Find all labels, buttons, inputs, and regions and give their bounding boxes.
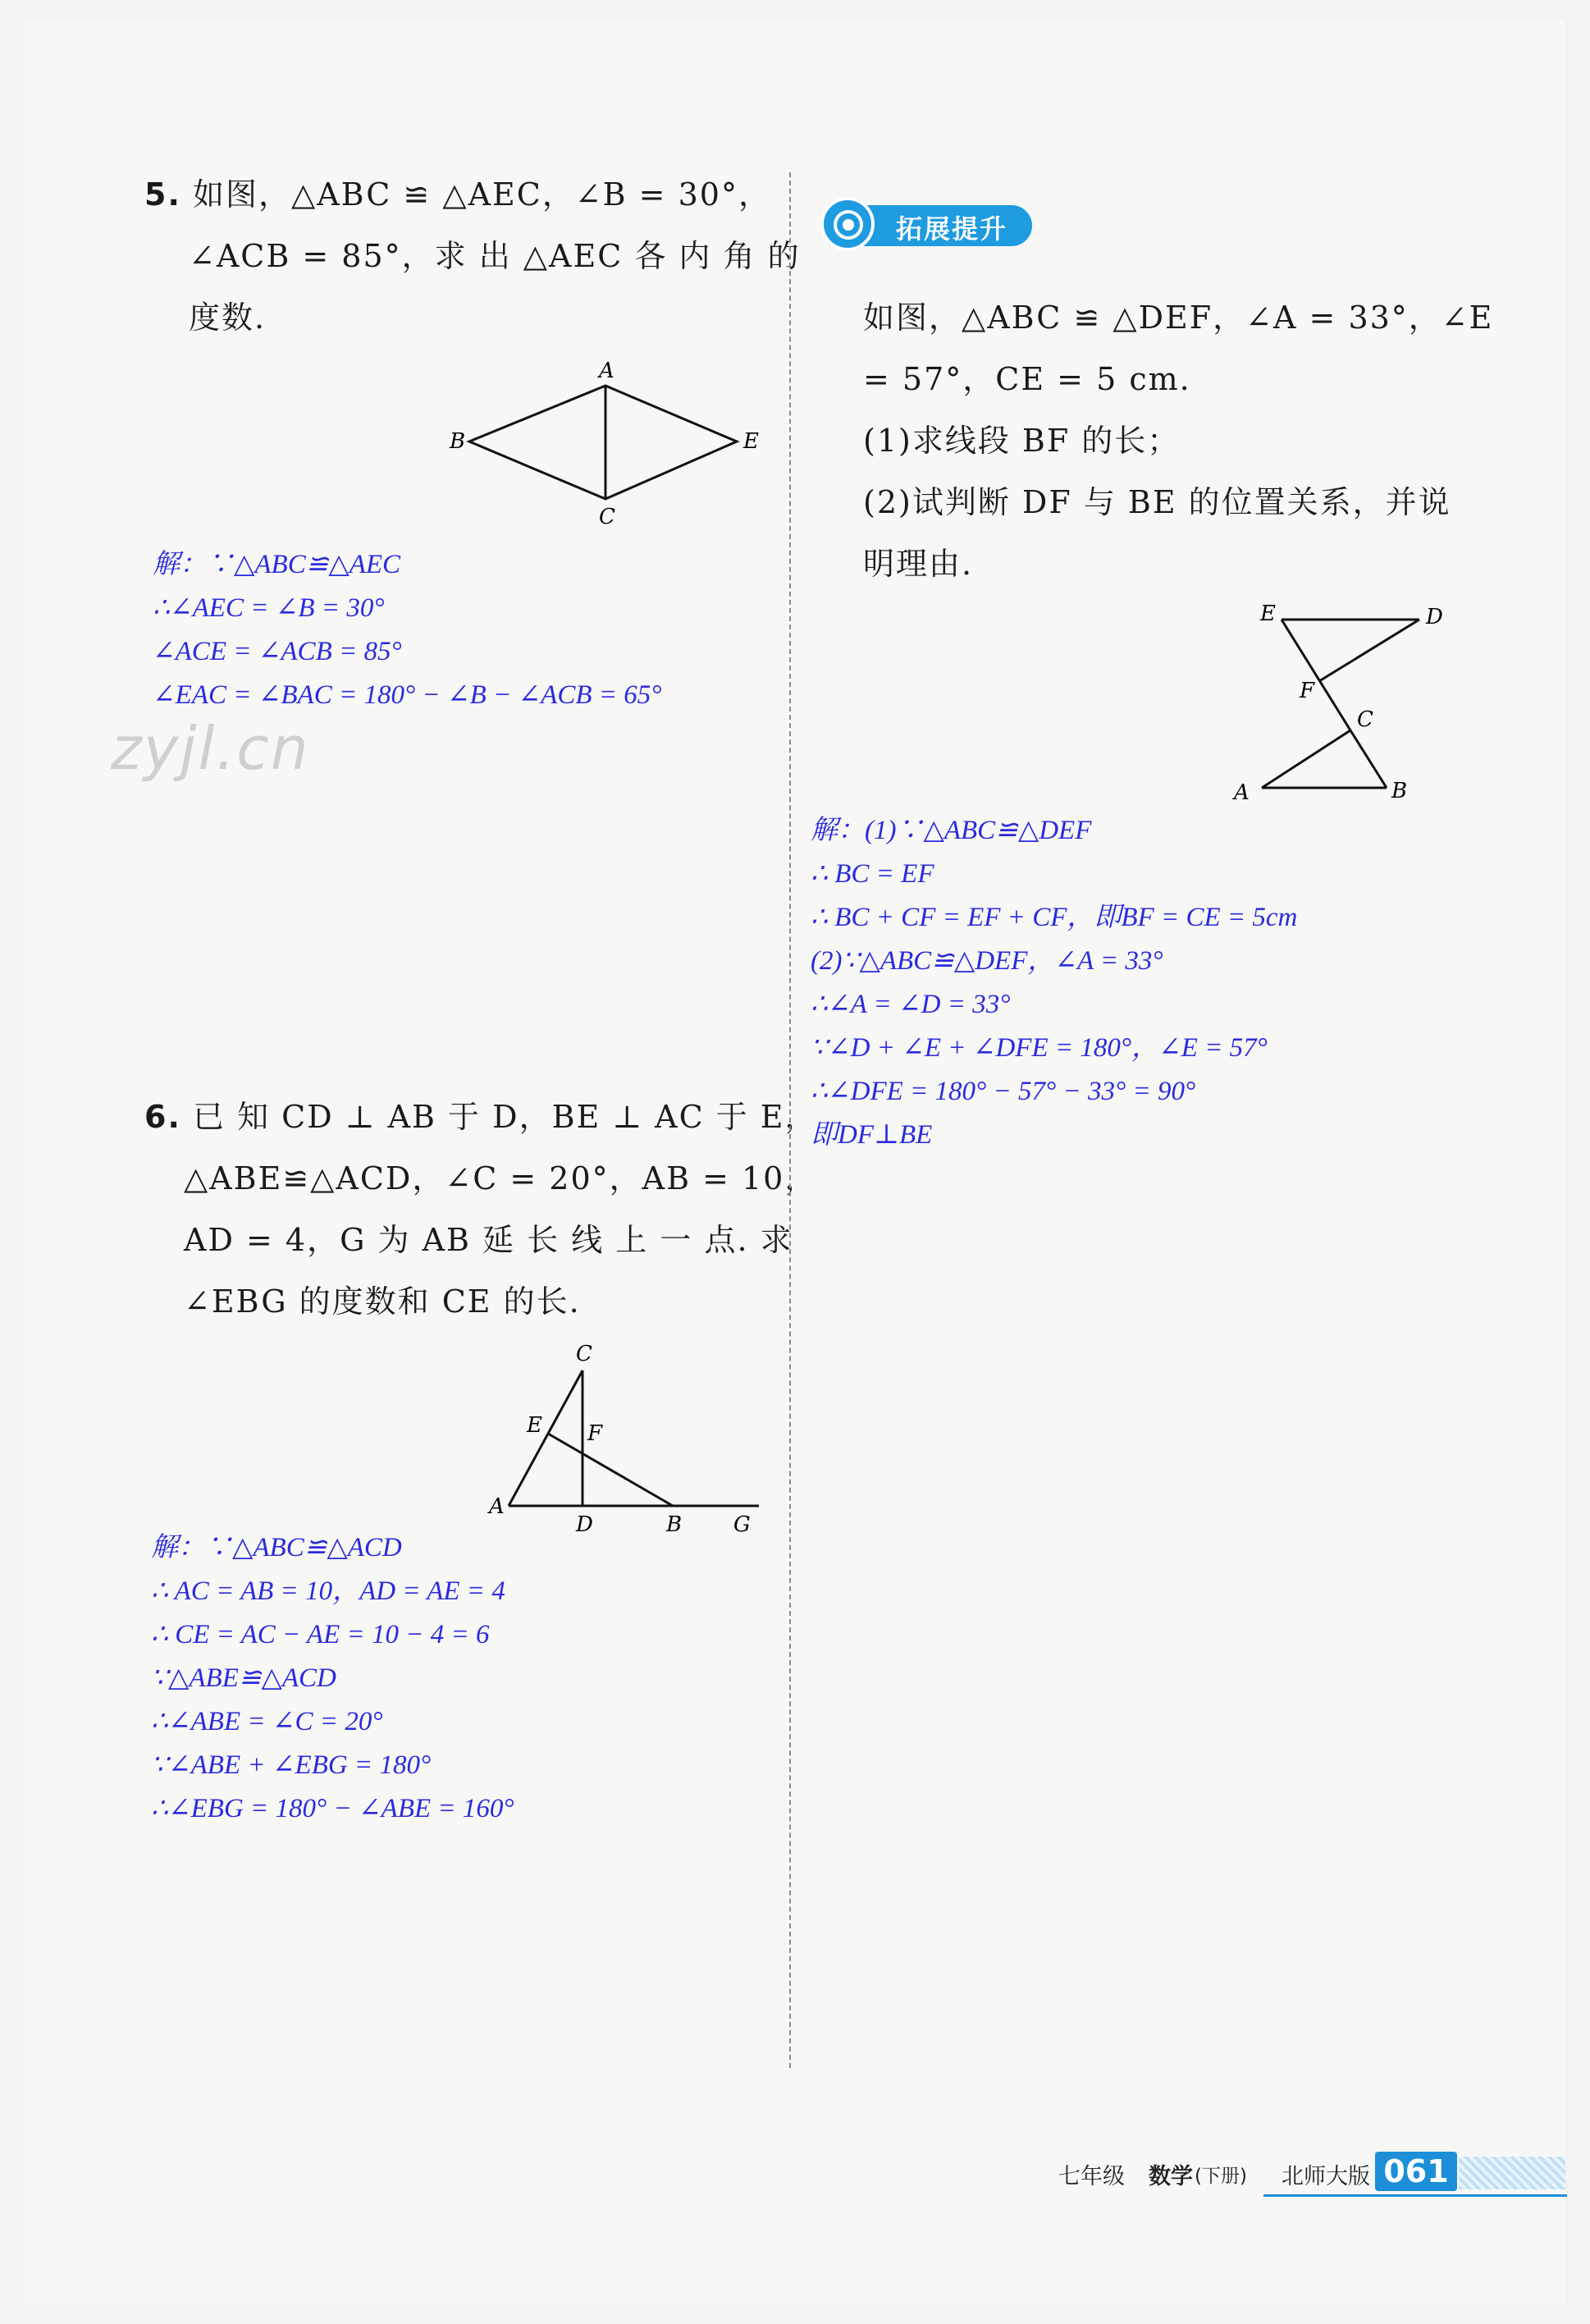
problem-text: = 57°，CE = 5 cm. [863,361,1191,397]
problem-6 [144,1087,818,1333]
problem-text: ∠EBG 的度数和 CE 的长. [184,1283,581,1320]
footer-volume: (下册) [1195,2166,1247,2187]
answer-line: 即DF⊥BE [811,1120,933,1150]
problem-text: 如图，△ABC ≌ △AEC，∠B = 30°， [192,176,771,213]
label-f: F [1300,679,1315,703]
label-c: C [599,505,615,529]
problem-text: ∠ACB = 85°，求 出 △AEC 各 内 角 的 [189,238,801,274]
footer-subject: 数学 [1149,2164,1193,2189]
answer-line: ∴∠A = ∠D = 33° [811,990,1011,1019]
label-g: G [733,1512,751,1537]
label-e: E [527,1413,542,1438]
answer-line: 解：∵△ABC≌△AEC [153,550,401,579]
answer-line: ∴ AC = AB = 10，AD = AE = 4 [151,1576,505,1606]
answer-6 [151,1526,514,1831]
label-b: B [1391,779,1408,803]
watermark: zyjl.cn [111,714,310,783]
problem-text: (1)求线段 BF 的长； [863,423,1181,459]
footer-stripe [1459,2157,1565,2189]
problem-text: AD = 4，G 为 AB 延 长 线 上 一 点. 求 [184,1222,793,1258]
problem-text: 如图，△ABC ≌ △DEF，∠A = 33°，∠E [863,300,1494,336]
answer-line: (2)∵△ABC≌△DEF，∠A = 33° [811,946,1163,976]
target-icon [820,197,875,251]
problem-number: 6. [144,1099,181,1135]
problem-number: 5. [144,176,181,213]
problem-text: 明理由. [863,546,974,582]
problem-text: 已 知 CD ⊥ AB 于 D，BE ⊥ AC 于 E， [192,1099,818,1135]
answer-extension [811,809,1297,1157]
label-b: B [666,1512,683,1537]
answer-line: ∵∠D + ∠E + ∠DFE = 180°，∠E = 57° [811,1033,1268,1063]
triangle-figure-6 [484,1338,771,1543]
problem-text: (2)试判断 DF 与 BE 的位置关系，并说 [863,484,1451,520]
answer-line: 解：∵△ABC≌△ACD [151,1533,402,1562]
label-a: A [1234,780,1250,805]
triangle-figure-ext [1222,591,1460,812]
extension-badge [820,197,1035,251]
label-a: A [489,1494,505,1519]
problem-5 [144,164,801,349]
label-b: B [450,429,466,454]
rhombus-figure [435,353,779,542]
label-c: C [576,1342,592,1366]
segment-ac [509,1370,583,1506]
answer-line: 解：(1)∵△ABC≌△DEF [811,816,1092,845]
answer-line: ∵∠ABE + ∠EBG = 180° [151,1750,432,1780]
answer-line: ∴ CE = AC − AE = 10 − 4 = 6 [151,1620,490,1649]
label-c: C [1357,707,1373,732]
page-number: 061 [1375,2152,1457,2191]
answer-line: ∴ BC = EF [811,859,934,889]
page-footer [1058,2152,1567,2201]
answer-line: ∴∠ABE = ∠C = 20° [151,1707,383,1736]
segment-df [1319,620,1419,681]
segment-eb [1282,620,1350,730]
answer-line: ∴ BC + CF = EF + CF，即BF = CE = 5cm [811,903,1298,932]
segment-ac [1262,730,1350,788]
label-a: A [599,359,615,383]
label-d: D [576,1512,593,1537]
label-e: E [743,429,759,454]
answer-line: ∠EAC = ∠BAC = 180° − ∠B − ∠ACB = 65° [153,680,662,710]
answer-line: ∠ACE = ∠ACB = 85° [153,637,402,666]
label-e: E [1260,602,1276,626]
footer-line [1263,2194,1567,2197]
extension-problem [863,287,1493,595]
answer-line: ∵△ABE≌△ACD [151,1663,336,1693]
answer-line: ∴∠EBG = 180° − ∠ABE = 160° [151,1794,514,1823]
problem-text: 度数. [189,300,267,336]
problem-text: △ABE≌△ACD，∠C = 20°，AB = 10， [184,1160,818,1196]
answer-line: ∴∠DFE = 180° − 57° − 33° = 90° [811,1077,1196,1106]
answer-5 [153,543,661,717]
segment-eb [548,1434,673,1506]
badge-label: 拓展提升 [896,213,1008,245]
segment-cb [1350,730,1387,788]
label-f: F [587,1421,603,1446]
label-d: D [1426,605,1443,629]
column-divider [789,172,791,2068]
footer-edition: 北师大版 [1282,2164,1370,2189]
answer-line: ∴∠AEC = ∠B = 30° [153,593,385,623]
rhombus-outline [469,386,737,499]
footer-grade: 七年级 [1058,2164,1125,2189]
